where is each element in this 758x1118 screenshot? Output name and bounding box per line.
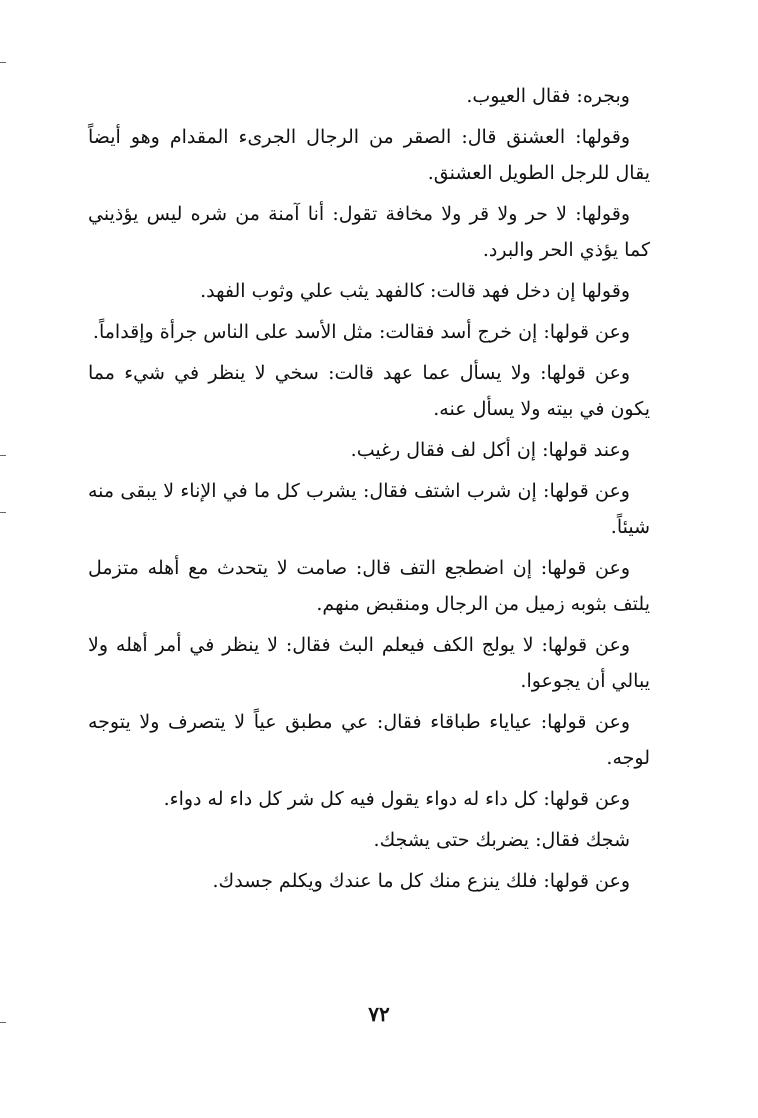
paragraph: وعن قولها: فلك ينزع منك كل ما عندك ويكلم جسدك. <box>212 870 630 892</box>
paragraph: شجك فقال: يضربك حتى يشجك. <box>373 829 630 851</box>
paragraph: وعند قولها: إن أكل لف فقال رغيب. <box>350 439 630 461</box>
paragraph: وعن قولها: إن خرج أسد فقالت: مثل الأسد على الناس جرأة وإقداماً. <box>92 321 630 343</box>
paragraph: وعن قولها: عياياء طباقاء فقال: عي مطبق عياً لا يتصرف ولا يتوجه لوجه. <box>88 711 650 769</box>
paragraph: وقولها إن دخل فهد قالت: كالفهد يثب علي وثوب الفهد. <box>200 280 630 302</box>
body-text <box>88 78 650 904</box>
paragraph: وعن قولها: كل داء له دواء يقول فيه كل شر كل داء له دواء. <box>163 788 630 810</box>
paragraph: وقولها: لا حر ولا قر ولا مخافة تقول: أنا آمنة من شره ليس يؤذيني كما يؤذي الحر والبرد. <box>88 203 650 261</box>
paragraph: وقولها: العشنق قال: الصقر من الرجال الجرىء المقدام وهو أيضاً يقال للرجل الطويل العشنق. <box>88 126 650 184</box>
paragraph: وعن قولها: إن اضطجع التف قال: صامت لا يتحدث مع أهله متزمل يلتف بثوبه زميل من الرجال ومنقبض منهم. <box>88 557 650 615</box>
margin-mark <box>0 455 6 456</box>
paragraph: وبجره: فقال العيوب. <box>466 85 630 107</box>
paragraph: وعن قولها: لا يولج الكف فيعلم البث فقال: لا ينظر في أمر أهله ولا يبالي أن يجوعوا. <box>88 634 650 692</box>
margin-mark <box>0 62 6 63</box>
paragraph: وعن قولها: ولا يسأل عما عهد قالت: سخي لا ينظر في شيء مما يكون في بيته ولا يسأل عنه. <box>88 362 650 420</box>
paragraph: وعن قولها: إن شرب اشتف فقال: يشرب كل ما في الإناء لا يبقى منه شيئاً. <box>88 480 650 538</box>
page-number: ٧٢ <box>368 1002 390 1026</box>
margin-mark <box>0 512 6 513</box>
